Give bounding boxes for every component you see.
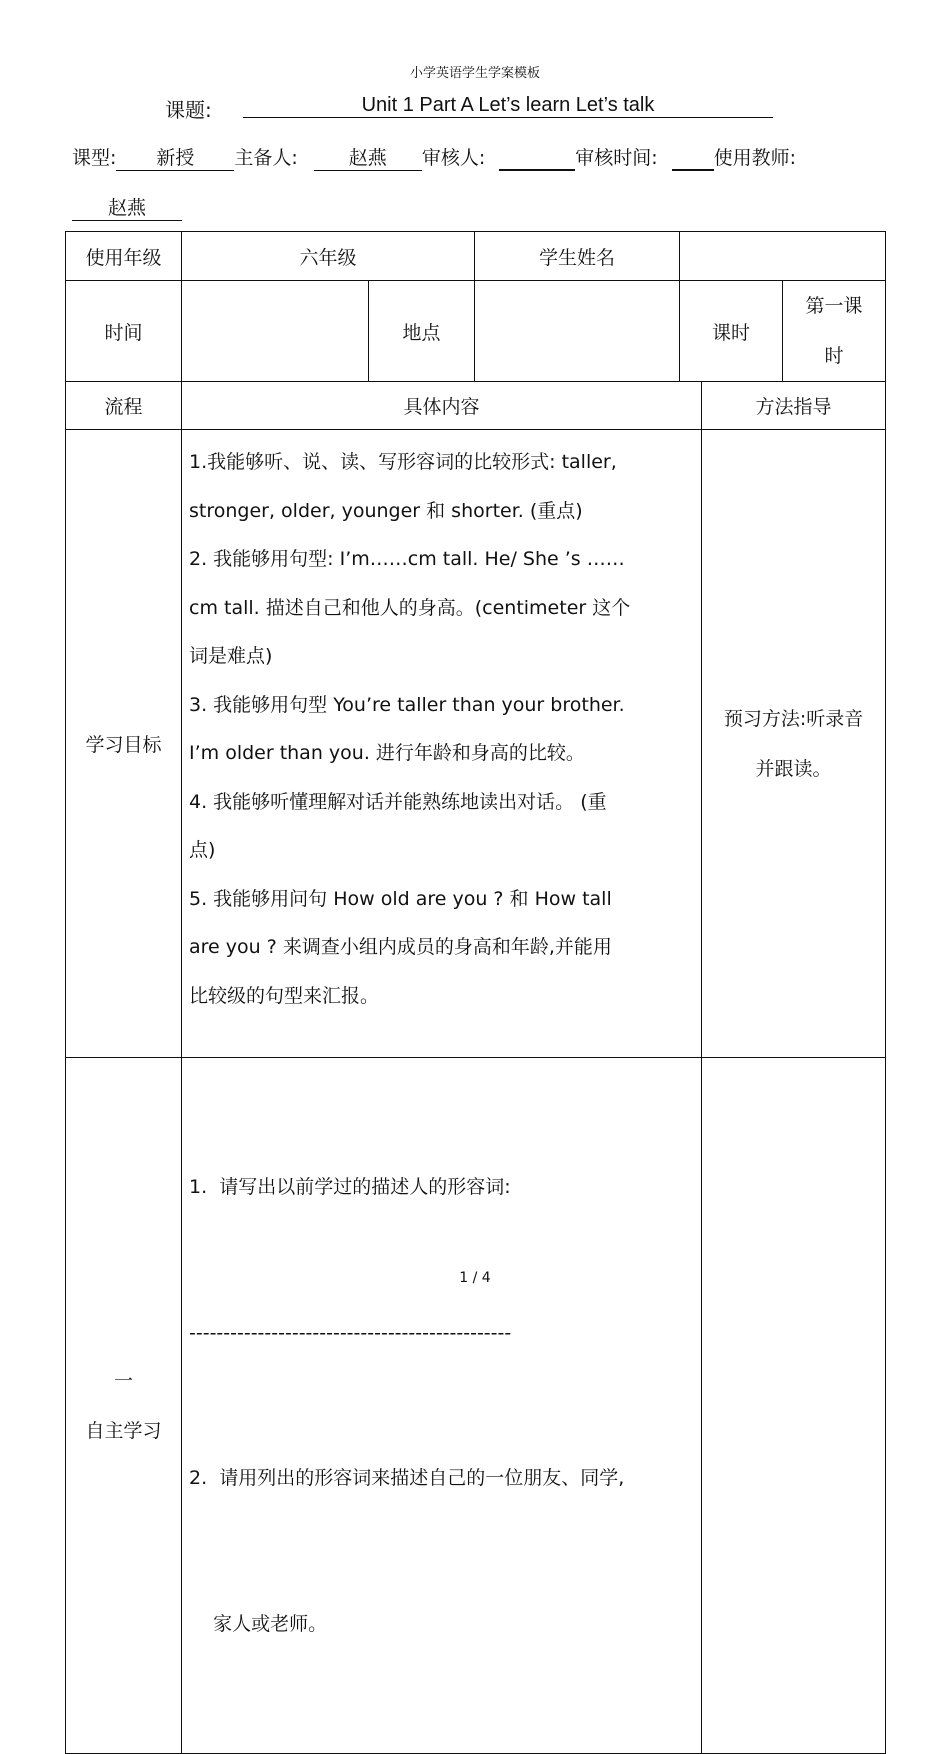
meta-row [72, 143, 796, 171]
self-study-number: 一 [113, 1369, 133, 1392]
template-header: 小学英语学生学案模板 [409, 66, 540, 81]
goal-line: cm tall. 描述自己和他人的身高。(centimeter 这个 [189, 596, 631, 619]
grade-label: 使用年级 [66, 232, 182, 281]
self-study-line: ----------------------------------------------- [189, 1321, 512, 1344]
time-value[interactable] [182, 281, 369, 382]
lesson-title-value: Unit 1 Part A Let’s learn Let’s talk [243, 94, 773, 118]
period-value [783, 281, 886, 382]
goal-line: are you ? 来调查小组内成员的身高和年龄,并能用 [189, 936, 612, 958]
page-number: 1 / 4 [459, 1270, 491, 1286]
period-value-line-1: 第一课 [805, 295, 863, 317]
student-name-value[interactable] [680, 232, 886, 281]
table-row [66, 430, 886, 1058]
goal-line: I’m older than you. 进行年龄和身高的比较。 [189, 742, 585, 764]
reviewer-value [499, 147, 575, 171]
type-label: 课型: [72, 147, 117, 169]
self-study-line: 1. 请写出以前学过的描述人的形容词: [189, 1176, 511, 1198]
teacher-value: 赵燕 [72, 193, 182, 221]
goal-line: 比较级的句型来汇报。 [189, 984, 380, 1007]
review-time-label: 审核时间: [575, 147, 658, 169]
self-study-title: 自主学习 [85, 1419, 162, 1442]
goal-line: 2. 我能够用句型: I’m……cm tall. He/ She ’s …… [189, 548, 625, 570]
review-time-value [672, 147, 714, 171]
preparer-label: 主备人: [234, 147, 298, 169]
self-study-content [182, 1058, 702, 1754]
goal-line: 5. 我能够用问句 How old are you ? 和 How tall [189, 887, 612, 910]
goals-label: 学习目标 [66, 430, 182, 1058]
period-value-line-2: 时 [824, 345, 844, 367]
goals-method [702, 430, 886, 1058]
type-value: 新授 [116, 143, 234, 171]
place-label: 地点 [369, 281, 475, 382]
goals-method-line-2: 并跟读。 [755, 757, 832, 780]
period-label: 课时 [680, 281, 783, 382]
self-study-label [66, 1058, 182, 1754]
self-study-method [702, 1058, 886, 1754]
goal-line: 3. 我能够用句型 You’re taller than your brother. [189, 693, 625, 716]
grade-value: 六年级 [182, 232, 475, 281]
goals-content [182, 430, 702, 1058]
col-process: 流程 [66, 382, 182, 430]
reviewer-label: 审核人: [421, 147, 486, 169]
teacher-label: 使用教师: [713, 147, 797, 169]
table-row [66, 232, 886, 281]
lesson-table [65, 231, 886, 1754]
self-study-line: 2. 请用列出的形容词来描述自己的一位朋友、同学, [189, 1467, 625, 1489]
goals-method-line-1: 预习方法:听录音 [723, 707, 864, 730]
time-label: 时间 [66, 281, 182, 382]
teacher-row [72, 193, 182, 221]
col-method: 方法指导 [702, 382, 886, 430]
self-study-line: 家人或老师。 [189, 1612, 328, 1635]
table-row [66, 1058, 886, 1754]
place-value[interactable] [475, 281, 680, 382]
goal-line: 1.我能够听、说、读、写形容词的比较形式: taller, [189, 451, 617, 473]
goal-line: 词是难点) [189, 645, 273, 667]
table-row [66, 281, 886, 382]
goal-line: stronger, older, younger 和 shorter. (重点) [189, 499, 583, 522]
col-content: 具体内容 [182, 382, 702, 430]
lesson-title-label: 课题: [165, 98, 212, 122]
table-row [66, 382, 886, 430]
goal-line: 4. 我能够听懂理解对话并能熟练地读出对话。 (重 [189, 790, 607, 813]
student-name-label: 学生姓名 [475, 232, 680, 281]
goal-line: 点) [189, 839, 216, 861]
preparer-value: 赵燕 [314, 143, 422, 171]
